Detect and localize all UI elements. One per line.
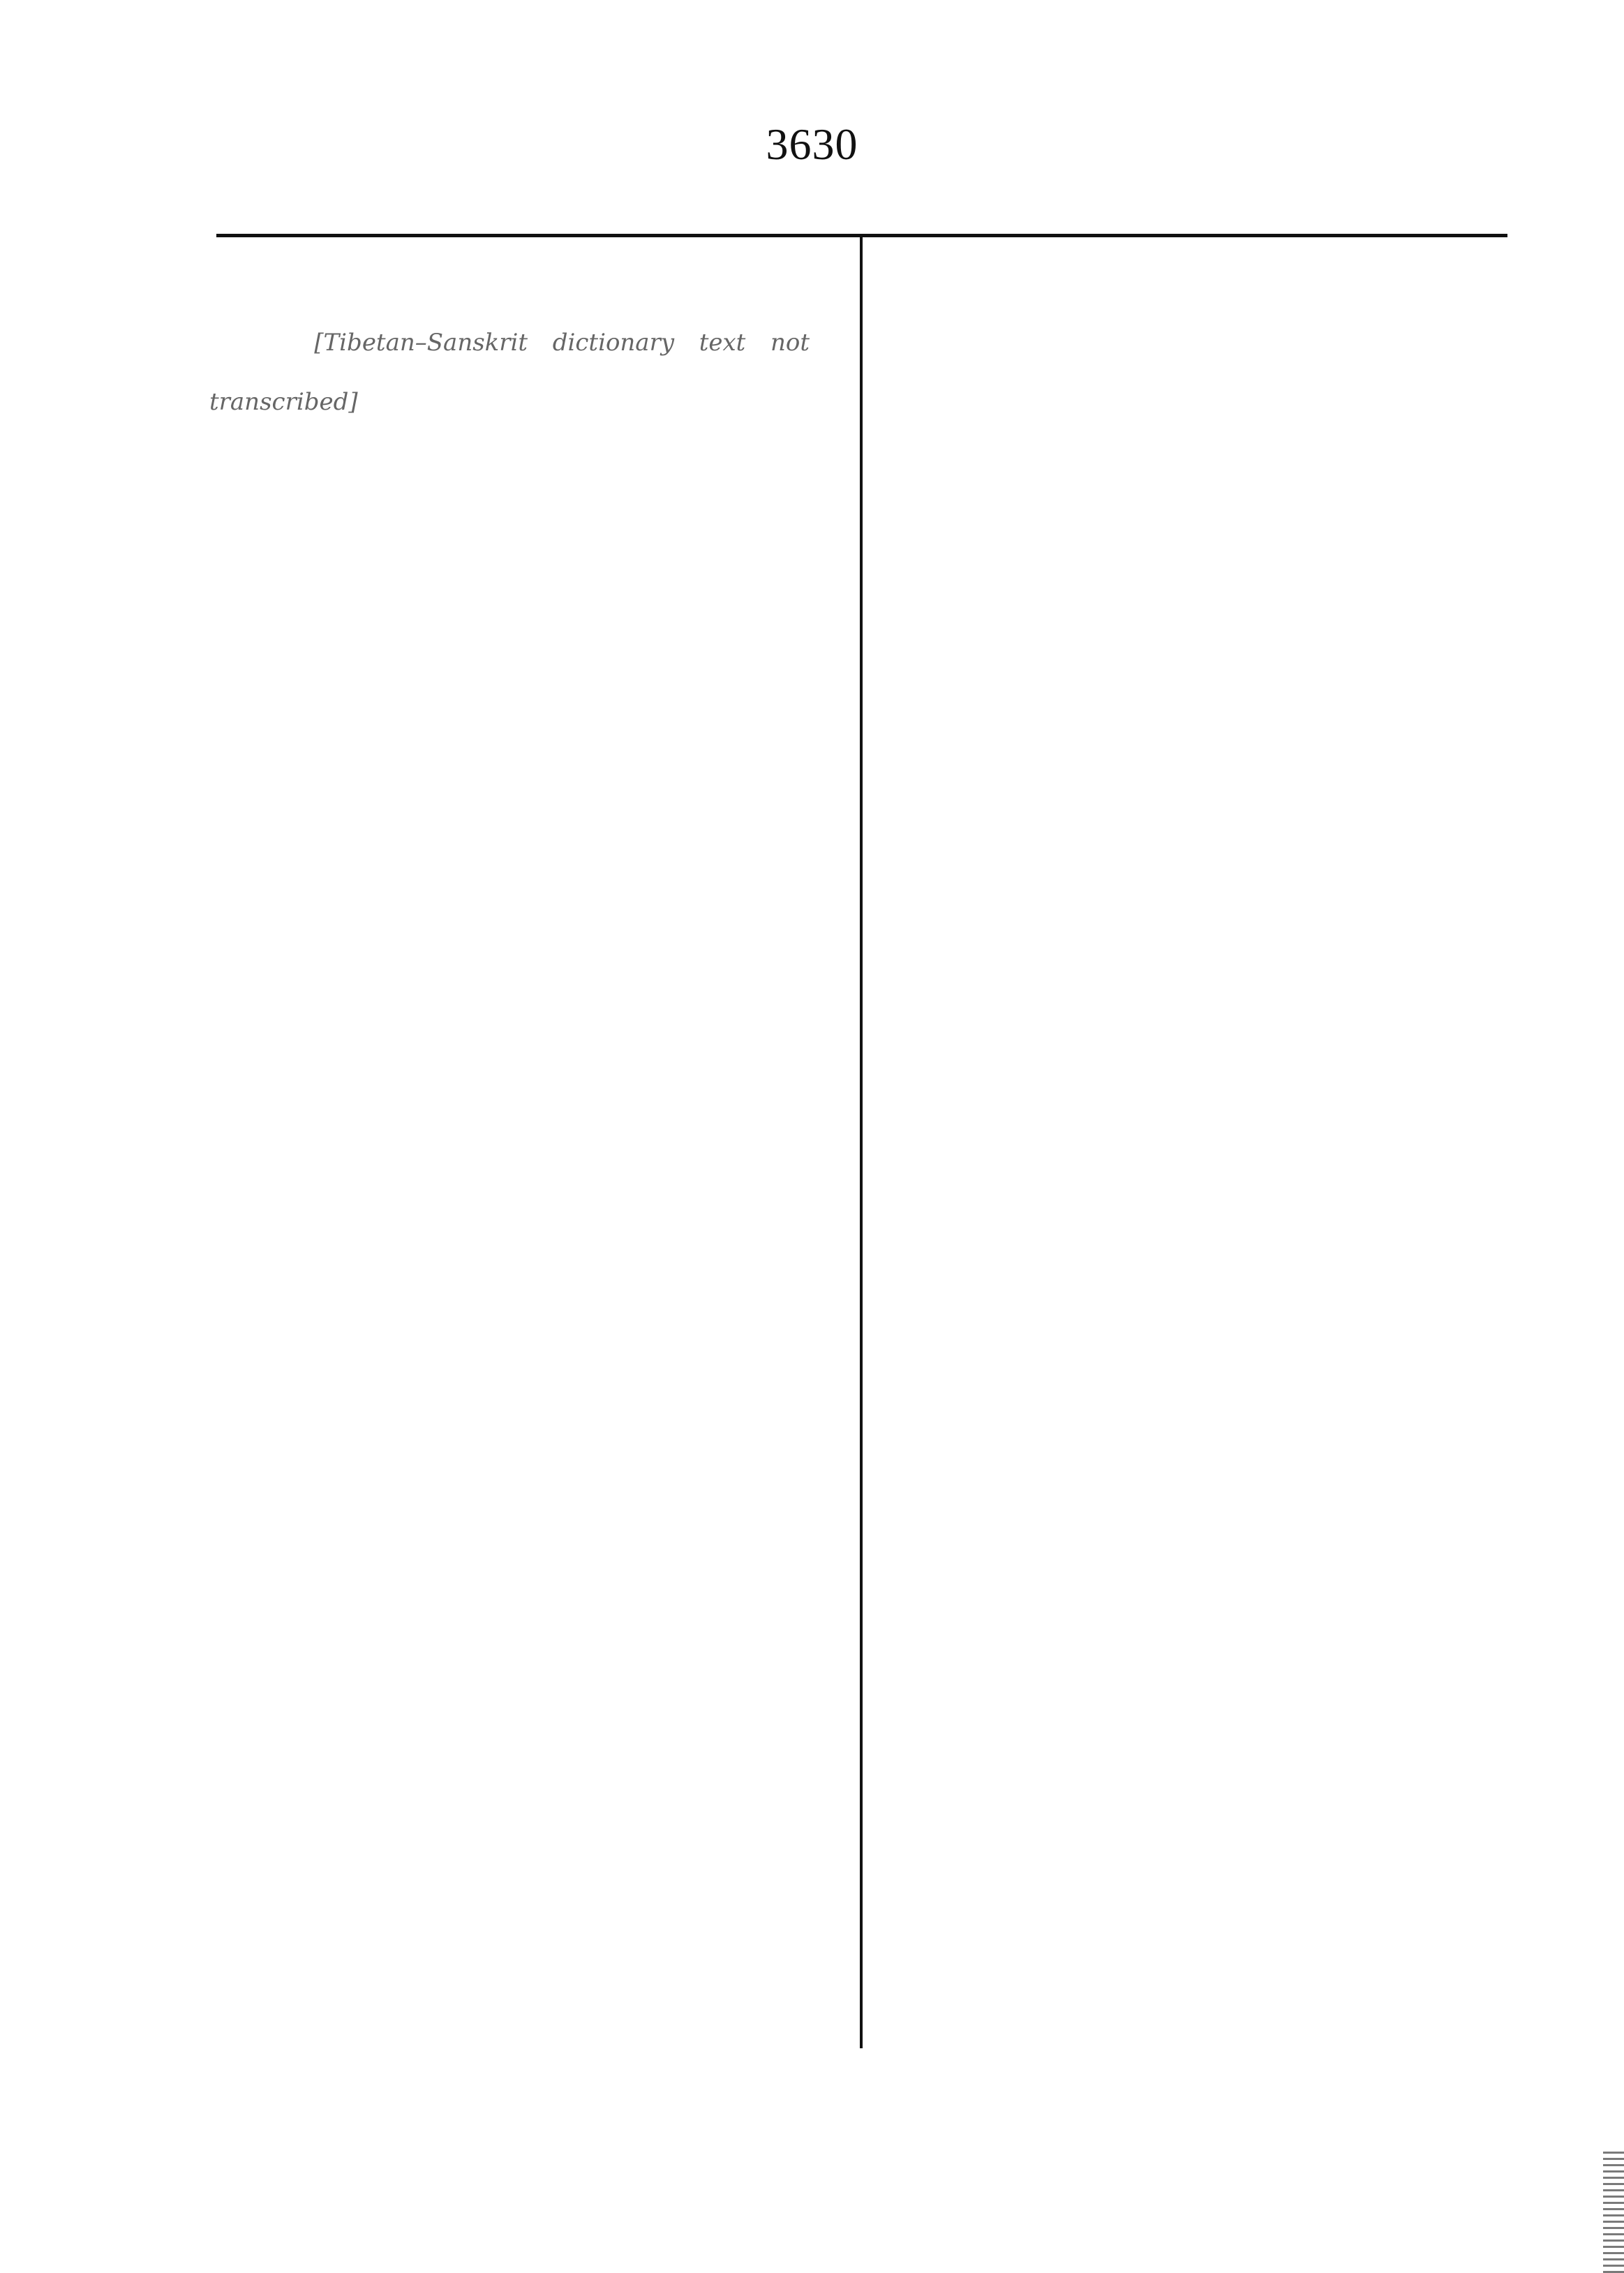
- scan-edge-artifact: [1603, 2149, 1624, 2273]
- page-number: 3630: [766, 119, 858, 169]
- column-divider: [860, 234, 863, 2048]
- left-column: [209, 255, 817, 513]
- untranscribed-text-notice: [Tibetan–Sanskrit dictionary text not transcribed]: [209, 329, 817, 416]
- dictionary-entry: [209, 255, 817, 489]
